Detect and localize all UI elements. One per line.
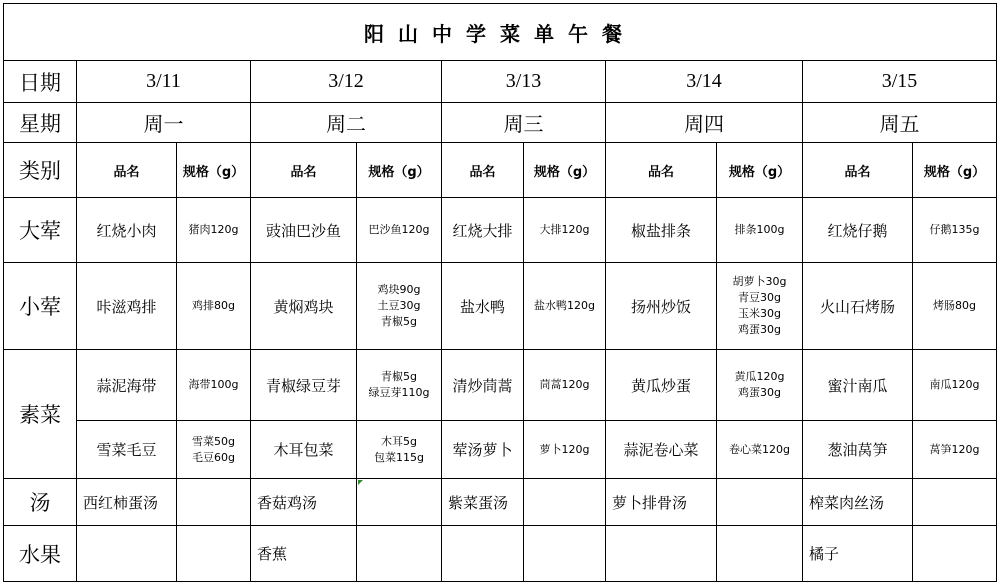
dish-name-header: 品名 (803, 143, 913, 198)
row-label-category: 类别 (4, 143, 77, 198)
dish-name: 蒜泥海带 (77, 350, 177, 421)
dish-spec: 茼蒿120g (539, 378, 590, 391)
dish-spec-cell (524, 198, 606, 263)
dish-spec: 排条100g (734, 223, 785, 236)
dish-name: 豉油巴沙鱼 (251, 198, 357, 263)
dish-spec: 海带100g (188, 378, 239, 391)
empty-cell (524, 479, 606, 526)
dish-spec: 黄瓜120g (734, 370, 785, 383)
dish-name-header: 品名 (251, 143, 357, 198)
page-title: 阳山中学菜单午餐 (4, 4, 997, 61)
dish-spec-cell (357, 198, 442, 263)
dish-spec-header: 规格（g） (524, 143, 606, 198)
dish-spec: 烤肠80g (933, 299, 977, 312)
dish-spec-header: 规格（g） (913, 143, 997, 198)
row-label-fruit: 水果 (4, 526, 77, 582)
dish-name-header: 品名 (442, 143, 524, 198)
dish-spec-cell (357, 421, 442, 479)
weekday-header: 周二 (251, 103, 442, 143)
dish-spec: 猪肉120g (188, 223, 239, 236)
dish-name: 青椒绿豆芽 (251, 350, 357, 421)
empty-cell (717, 526, 803, 582)
dish-spec-cell (717, 350, 803, 421)
dish-spec-cell (717, 263, 803, 350)
dish-spec-header: 规格（g） (717, 143, 803, 198)
dish-name: 红烧小肉 (77, 198, 177, 263)
dish-spec: 胡萝卜30g (732, 275, 787, 288)
dish-spec: 鸡蛋30g (738, 323, 781, 336)
date-header: 3/13 (442, 61, 606, 103)
fruit-name (77, 526, 177, 582)
dish-spec-cell (913, 350, 997, 421)
dish-name: 扬州炒饭 (606, 263, 717, 350)
soup-name: 香菇鸡汤 (251, 479, 357, 526)
dish-spec-cell (913, 263, 997, 350)
dish-spec-cell (524, 263, 606, 350)
dish-spec: 绿豆芽110g (368, 386, 430, 399)
dish-name: 木耳包菜 (251, 421, 357, 479)
dish-spec: 萝卜120g (539, 442, 590, 456)
weekday-header: 周一 (77, 103, 251, 143)
dish-spec-header: 规格（g） (177, 143, 251, 198)
dish-name: 蒜泥卷心菜 (606, 421, 717, 479)
dish-name: 荤汤萝卜 (442, 421, 524, 479)
row-label-main: 大荤 (4, 198, 77, 263)
dish-spec-cell (177, 350, 251, 421)
dish-spec: 巴沙鱼120g (368, 223, 430, 236)
date-header: 3/14 (606, 61, 803, 103)
dish-name: 黄焖鸡块 (251, 263, 357, 350)
weekday-header: 周五 (803, 103, 997, 143)
dish-spec: 仔鹅135g (929, 223, 980, 236)
dish-spec-cell (913, 198, 997, 263)
dish-spec: 毛豆60g (192, 450, 235, 464)
dish-name: 黄瓜炒蛋 (606, 350, 717, 421)
dish-spec: 土豆30g (377, 299, 421, 312)
row-label-date: 日期 (4, 61, 77, 103)
weekday-header: 周四 (606, 103, 803, 143)
fruit-name: 橘子 (803, 526, 913, 582)
dish-name: 咔滋鸡排 (77, 263, 177, 350)
dish-spec: 大排120g (539, 223, 590, 236)
row-label-minor: 小荤 (4, 263, 77, 350)
dish-spec-cell (717, 198, 803, 263)
date-header: 3/12 (251, 61, 442, 103)
dish-name-header: 品名 (77, 143, 177, 198)
dish-spec-cell (524, 421, 606, 479)
dish-name: 蜜汁南瓜 (803, 350, 913, 421)
dish-spec-header: 规格（g） (357, 143, 442, 198)
soup-name: 榨菜肉丝汤 (803, 479, 913, 526)
dish-spec: 盐水鸭120g (534, 299, 595, 312)
dish-spec: 鸡块90g (377, 283, 421, 296)
soup-name: 紫菜蛋汤 (442, 479, 524, 526)
dish-name: 红烧仔鹅 (803, 198, 913, 263)
dish-spec: 南瓜120g (929, 378, 980, 391)
dish-spec: 青椒5g (381, 370, 417, 383)
dish-name: 雪菜毛豆 (77, 421, 177, 479)
dish-spec: 玉米30g (738, 307, 781, 320)
dish-name: 葱油莴笋 (803, 421, 913, 479)
empty-cell (177, 526, 251, 582)
dish-spec: 卷心菜120g (729, 442, 790, 456)
fruit-name: 香蕉 (251, 526, 357, 582)
empty-cell (357, 479, 442, 526)
dish-name: 盐水鸭 (442, 263, 524, 350)
dish-spec: 包菜115g (374, 450, 424, 464)
dish-name: 火山石烤肠 (803, 263, 913, 350)
date-header: 3/11 (77, 61, 251, 103)
weekday-header: 周三 (442, 103, 606, 143)
soup-name: 萝卜排骨汤 (606, 479, 717, 526)
dish-spec-cell (177, 263, 251, 350)
fruit-name (442, 526, 524, 582)
dish-spec: 鸡排80g (192, 299, 235, 312)
dish-spec: 莴笋120g (929, 442, 980, 456)
dish-name: 清炒茼蒿 (442, 350, 524, 421)
empty-cell (357, 526, 442, 582)
dish-spec: 木耳5g (381, 434, 417, 448)
dish-name: 红烧大排 (442, 198, 524, 263)
dish-spec-cell (524, 350, 606, 421)
fruit-name (606, 526, 717, 582)
empty-cell (717, 479, 803, 526)
row-label-weekday: 星期 (4, 103, 77, 143)
dish-name-header: 品名 (606, 143, 717, 198)
empty-cell (913, 526, 997, 582)
dish-spec-cell (357, 263, 442, 350)
dish-spec: 青椒5g (381, 315, 417, 328)
menu-table (3, 3, 997, 582)
dish-spec: 雪菜50g (192, 434, 235, 448)
dish-spec-cell (717, 421, 803, 479)
dish-name: 椒盐排条 (606, 198, 717, 263)
empty-cell (177, 479, 251, 526)
dish-spec: 青豆30g (738, 291, 781, 304)
row-label-veg: 素菜 (4, 350, 77, 479)
dish-spec-cell (357, 350, 442, 421)
empty-cell (913, 479, 997, 526)
empty-cell (524, 526, 606, 582)
date-header: 3/15 (803, 61, 997, 103)
dish-spec-cell (913, 421, 997, 479)
dish-spec-cell (177, 421, 251, 479)
dish-spec: 鸡蛋30g (738, 386, 781, 399)
dish-spec-cell (177, 198, 251, 263)
row-label-soup: 汤 (4, 479, 77, 526)
soup-name: 西红柿蛋汤 (77, 479, 177, 526)
